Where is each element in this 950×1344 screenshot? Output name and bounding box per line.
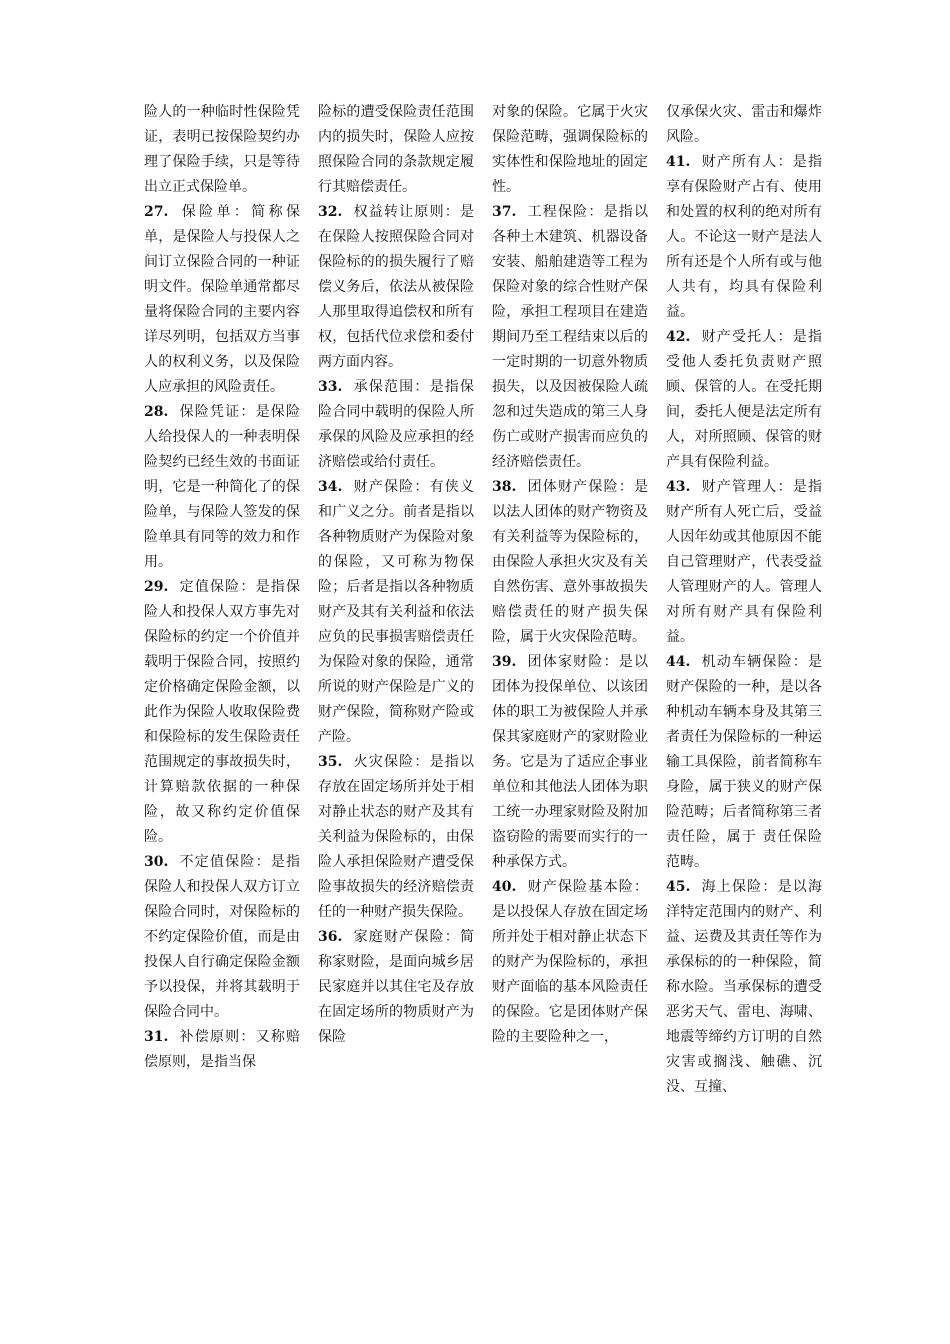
- text-column-1: [144, 100, 300, 1075]
- entry-definition: 又称赔偿原则，是指当保: [144, 1029, 301, 1070]
- glossary-entry: [144, 100, 300, 200]
- glossary-entry: [492, 200, 648, 475]
- entry-number: 45.: [666, 879, 691, 895]
- entry-number: 43.: [666, 479, 691, 495]
- entry-number: 28.: [144, 404, 169, 420]
- entry-definition: 是指以存放在固定场所并处于相对静止状态的财产及其有关利益为保险标的，由保险人承担保险财产遭受保险事故损失的经济赔偿责任的一种财产损失保险。: [318, 754, 475, 920]
- entry-number: 29.: [144, 579, 169, 595]
- entry-definition: 是在保险人按照保险合同对保险标的的损失履行了赔偿义务后，依法从被保险人那里取得追偿权和所有权，包括代位求偿和委付两方面内容。: [318, 204, 474, 370]
- entry-term: 承保范围：: [352, 379, 430, 395]
- glossary-entry: [666, 475, 822, 650]
- entry-definition: 是指受他人委托负责财产照顾、保管的人。在受托期间，委托人便是法定所有人，对所照顾、保管的财产具有保险利益。: [666, 329, 823, 470]
- entry-definition: 对象的保险。它属于火灾保险范畴，强调保险标的实体性和保险地址的固定性。: [492, 104, 648, 195]
- entry-number: 27.: [144, 204, 169, 220]
- entry-term: 机动车辆保险：: [700, 654, 808, 670]
- entry-definition: 是指保险合同中载明的保险人所承保的风险及应承担的经济赔偿或给付责任。: [318, 379, 475, 470]
- glossary-entry: [666, 100, 822, 150]
- entry-definition: 仅承保火灾、雷击和爆炸风险。: [666, 104, 822, 145]
- glossary-entry: [144, 575, 300, 850]
- glossary-entry: [144, 200, 300, 400]
- entry-definition: 简称家财险，是面向城乡居民家庭并以其住宅及存放在固定场所的物质财产为保险: [318, 929, 474, 1045]
- text-column-4: [666, 100, 822, 1100]
- entry-definition: 险标的遭受保险责任范围内的损失时，保险人应按照保险合同的条款规定履行其赔偿责任。: [318, 104, 474, 195]
- glossary-entry: [318, 750, 474, 925]
- entry-number: 35.: [318, 754, 343, 770]
- entry-definition: 险人的一种临时性保险凭证，表明已按保险契约办理了保险手续，只是等待出立正式保险单。: [144, 104, 300, 195]
- entry-term: 补偿原则：: [178, 1029, 256, 1045]
- glossary-entry: [318, 925, 474, 1050]
- glossary-entry: [318, 375, 474, 475]
- entry-definition: 是保险人给投保人的一种表明保险契约已经生效的书面证明，它是一种简化了的保险单，与保险人签发的保险单具有同等的效力和作用。: [144, 404, 301, 570]
- entry-term: 权益转让原则：: [352, 204, 460, 220]
- glossary-entry: [144, 400, 300, 575]
- entry-term: 财产所有人：: [700, 154, 793, 170]
- entry-definition: 是指保险人和投保人双方事先对保险标的约定一个价值并载明于保险合同，按照约定价格确定保险金额，以此作为保险人收取保险费和保险标的发生保险责任范围规定的事故损失时，计算赔款依据的一种保险，故又称约定价值保险。: [144, 579, 301, 845]
- entry-definition: 是以团体为投保单位、以该团体的职工为被保险人并承保其家庭财产的家财险业务。它是为了适应企事业单位和其他法人团体为职工统一办理家财险及附加盗窃险的需要而实行的一种承保方式。: [492, 654, 649, 870]
- glossary-entry: [666, 875, 822, 1100]
- entry-number: 37.: [492, 204, 517, 220]
- entry-definition: 是以投保人存放在固定场所并处于相对静止状态下的财产为保险标的，承担财产面临的基本风险责任的保险。它是团体财产保险的主要险种之一，: [492, 904, 648, 1045]
- entry-number: 30.: [144, 854, 169, 870]
- entry-term: 保险凭证：: [178, 404, 256, 420]
- entry-term: 团体财产保险：: [526, 479, 634, 495]
- entry-term: 财产受托人：: [700, 329, 793, 345]
- text-column-3: [492, 100, 648, 1050]
- glossary-entry: [318, 200, 474, 375]
- glossary-entry: [144, 1025, 300, 1075]
- glossary-entry: [492, 100, 648, 200]
- entry-term: 火灾保险：: [352, 754, 430, 770]
- entry-number: 41.: [666, 154, 691, 170]
- entry-definition: 简称保单，是保险人与投保人之间订立保险合同的一种证明文件。保险单通常都尽量将保险合同的主要内容详尽列明，包括双方当事人的权利义务，以及保险人应承担的风险责任。: [144, 204, 301, 395]
- glossary-entry: [318, 100, 474, 200]
- entry-definition: 是指以各种土木建筑、机器设备安装、船舶建造等工程为保险对象的综合性财产保险，承担工程项目在建造期间乃至工程结束以后的一定时期的一切意外物质损失，以及因被保险人疏忽和过失造成的第三人身伤亡或财产损害而应负的经济赔偿责任。: [492, 204, 649, 470]
- entry-term: 海上保险：: [700, 879, 778, 895]
- entry-definition: 是财产保险的一种，是以各种机动车辆本身及其第三者责任为保险标的一种运输工具保险，前者简称车身险，属于狭义的财产保险范畴；后者简称第三者责任险，属于 责任保险范畴。: [666, 654, 822, 870]
- entry-number: 32.: [318, 204, 343, 220]
- glossary-entry: [666, 650, 822, 875]
- entry-number: 33.: [318, 379, 343, 395]
- entry-term: 保险单：: [178, 204, 252, 220]
- entry-number: 40.: [492, 879, 517, 895]
- glossary-entry: [144, 850, 300, 1025]
- entry-term: 不定值保险：: [178, 854, 271, 870]
- entry-definition: 有侠义和广义之分。前者是指以各种物质财产为保险对象的保险，又可称为物保险；后者是指以各种物质财产及其有关利益和依法应负的民事损害赔偿责任为保险对象的保险，通常所说的财产保险是广义的财产保险，简称财产险或产险。: [318, 479, 475, 745]
- entry-number: 31.: [144, 1029, 169, 1045]
- glossary-entry: [492, 875, 648, 1050]
- entry-term: 财产保险：: [352, 479, 430, 495]
- entry-number: 44.: [666, 654, 691, 670]
- entry-term: 工程保险：: [526, 204, 604, 220]
- entry-definition: 是指保险人和投保人双方订立保险合同时，对保险标的不约定保险价值，而是由投保人自行确定保险金额予以投保，并将其载明于保险合同中。: [144, 854, 301, 1020]
- glossary-entry: [492, 650, 648, 875]
- entry-definition: 是指享有保险财产占有、使用和处置的权利的绝对所有人。不论这一财产是法人所有还是个人所有或与他人共有，均具有保险利益。: [666, 154, 823, 320]
- entry-definition: 是以法人团体的财产物资及有关利益等为保险标的，由保险人承担火灾及有关自然伤害、意外事故损失赔偿责任的财产损失保险，属于火灾保险范畴。: [492, 479, 648, 645]
- entry-term: 定值保险：: [178, 579, 256, 595]
- entry-number: 38.: [492, 479, 517, 495]
- entry-term: 财产管理人：: [700, 479, 793, 495]
- entry-term: 家庭财产保险：: [352, 929, 460, 945]
- entry-term: 团体家财险：: [526, 654, 619, 670]
- entry-number: 39.: [492, 654, 517, 670]
- entry-number: 42.: [666, 329, 691, 345]
- entry-definition: 是指财产所有人死亡后，受益人因年幼或其他原因不能自己管理财产，代表受益人管理财产的人。管理人对所有财产具有保险利益。: [666, 479, 823, 645]
- entry-number: 34.: [318, 479, 343, 495]
- glossary-entry: [666, 150, 822, 325]
- text-column-2: [318, 100, 474, 1050]
- entry-term: 财产保险基本险：: [526, 879, 648, 895]
- entry-number: 36.: [318, 929, 343, 945]
- glossary-entry: [492, 475, 648, 650]
- glossary-entry: [318, 475, 474, 750]
- glossary-entry: [666, 325, 822, 475]
- entry-definition: 是以海洋特定范围内的财产、利益、运费及其责任等作为承保标的的一种保险，简称水险。当承保标的遭受恶劣天气、雷电、海啸、地震等缔约方订明的自然灾害或搁浅、触礁、沉没、互撞、: [666, 879, 823, 1095]
